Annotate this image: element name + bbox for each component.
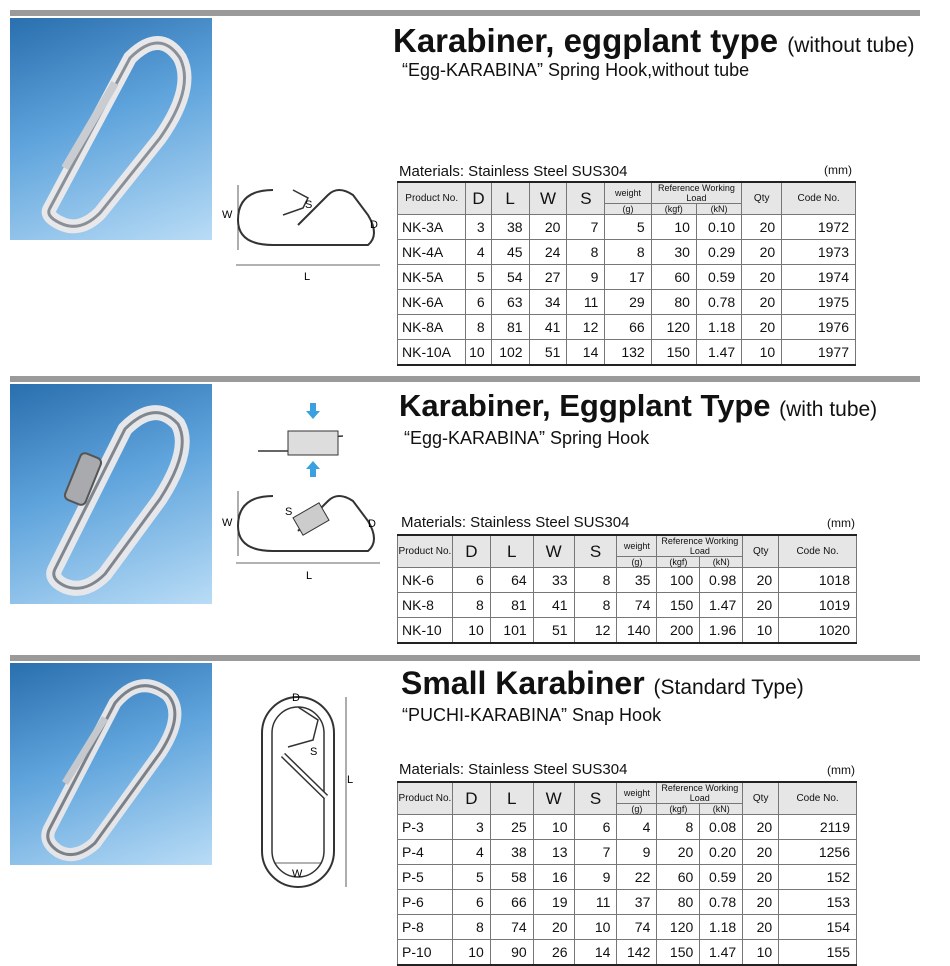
table-cell: 58 [490, 865, 533, 890]
table-cell: 11 [574, 890, 617, 915]
header-ref-load: Reference Working Load [651, 182, 742, 204]
table-cell: 4 [452, 840, 490, 865]
header-l: L [490, 535, 533, 568]
table-row [398, 865, 857, 890]
header-qty: Qty [742, 182, 782, 215]
table-row [398, 265, 856, 290]
header-w: W [533, 782, 574, 815]
table-cell: 142 [617, 940, 657, 966]
table-cell: 1.47 [700, 593, 743, 618]
header-kn: (kN) [700, 804, 743, 815]
table-cell: 13 [533, 840, 574, 865]
diagram-label-w: W [222, 517, 233, 529]
table-cell: 8 [657, 815, 700, 840]
unit-label: (mm) [827, 516, 855, 530]
product-no-cell: NK-6A [398, 290, 466, 315]
table-cell: 10 [452, 940, 490, 966]
table-cell: 74 [617, 915, 657, 940]
table-cell: 1974 [782, 265, 856, 290]
header-weight: weight [605, 182, 651, 204]
table-cell: 20 [742, 240, 782, 265]
table-cell: 20 [742, 315, 782, 340]
product-photo [10, 384, 212, 604]
table-cell: 20 [743, 840, 779, 865]
table-cell: 152 [779, 865, 857, 890]
product-no-cell: P-5 [398, 865, 453, 890]
section-egg-with-tube [0, 376, 950, 646]
table-cell: 1.47 [696, 340, 741, 366]
unit-label: (mm) [827, 763, 855, 777]
table-cell: 38 [491, 215, 529, 240]
table-cell: 10 [651, 215, 696, 240]
header-kn: (kN) [696, 204, 741, 215]
table-cell: 0.20 [700, 840, 743, 865]
table-cell: 5 [605, 215, 651, 240]
table-cell: 51 [533, 618, 574, 644]
karabiner-photo-icon [10, 384, 212, 604]
table-cell: 0.59 [696, 265, 741, 290]
diagram-label-d: D [370, 219, 378, 231]
table-cell: 8 [574, 593, 617, 618]
table-cell: 5 [466, 265, 491, 290]
table-cell: 35 [617, 568, 657, 593]
section-title: Karabiner, Eggplant Type (with tube) [399, 388, 878, 423]
table-cell: 132 [605, 340, 651, 366]
header-weight-unit: (g) [617, 804, 657, 815]
table-cell: 81 [490, 593, 533, 618]
header-kgf: (kgf) [657, 804, 700, 815]
header-d: D [452, 782, 490, 815]
table-cell: 200 [657, 618, 700, 644]
table-cell: 1256 [779, 840, 857, 865]
header-l: L [491, 182, 529, 215]
header-d: D [452, 535, 490, 568]
table-cell: 100 [657, 568, 700, 593]
table-cell: 8 [452, 593, 490, 618]
table-cell: 24 [529, 240, 567, 265]
table-cell: 6 [574, 815, 617, 840]
product-no-cell: NK-3A [398, 215, 466, 240]
table-cell: 20 [743, 890, 779, 915]
table-cell: 3 [466, 215, 491, 240]
table-cell: 64 [490, 568, 533, 593]
section-title: Karabiner, eggplant type (without tube) [393, 22, 915, 59]
table-cell: 20 [743, 593, 779, 618]
product-no-cell: NK-10A [398, 340, 466, 366]
table-cell: 153 [779, 890, 857, 915]
table-cell: 0.08 [700, 815, 743, 840]
table-cell: 1.18 [700, 915, 743, 940]
table-cell: 1020 [779, 618, 857, 644]
table-cell: 140 [617, 618, 657, 644]
table-cell: 102 [491, 340, 529, 366]
header-d: D [466, 182, 491, 215]
table-cell: 155 [779, 940, 857, 966]
header-qty: Qty [743, 535, 779, 568]
table-cell: 7 [567, 215, 605, 240]
header-l: L [490, 782, 533, 815]
table-cell: 6 [452, 890, 490, 915]
table-cell: 9 [567, 265, 605, 290]
table-cell: 12 [574, 618, 617, 644]
header-ref-load: Reference Working Load [657, 535, 743, 557]
diagram-label-w: W [292, 868, 303, 880]
table-cell: 154 [779, 915, 857, 940]
header-kgf: (kgf) [651, 204, 696, 215]
table-cell: 0.59 [700, 865, 743, 890]
table-cell: 8 [605, 240, 651, 265]
table-cell: 10 [743, 618, 779, 644]
table-cell: 66 [605, 315, 651, 340]
table-row [398, 315, 856, 340]
section-subtitle: “PUCHI-KARABINA” Snap Hook [402, 705, 662, 725]
product-no-cell: P-10 [398, 940, 453, 966]
table-cell: 1.47 [700, 940, 743, 966]
spec-table [397, 181, 856, 366]
section-divider [10, 655, 920, 661]
section-subtitle: “Egg-KARABINA” Spring Hook [404, 428, 650, 448]
table-cell: 20 [743, 568, 779, 593]
section-subtitle: “Egg-KARABINA” Spring Hook,without tube [402, 60, 750, 80]
table-cell: 16 [533, 865, 574, 890]
diagram-label-d: D [292, 692, 300, 704]
table-cell: 150 [657, 940, 700, 966]
table-cell: 66 [490, 890, 533, 915]
table-cell: 14 [567, 340, 605, 366]
table-row [398, 815, 857, 840]
table-cell: 20 [657, 840, 700, 865]
section-divider [10, 10, 920, 16]
table-cell: 27 [529, 265, 567, 290]
section-egg-without-tube [0, 10, 950, 370]
header-s: S [574, 535, 617, 568]
dimension-diagram [218, 170, 383, 290]
table-row [398, 915, 857, 940]
product-no-cell: NK-5A [398, 265, 466, 290]
diagram-label-s: S [305, 199, 313, 211]
diagram-label-d: D [368, 518, 376, 530]
table-cell: 0.29 [696, 240, 741, 265]
table-cell: 10 [574, 915, 617, 940]
table-cell: 63 [491, 290, 529, 315]
header-code-no: Code No. [782, 182, 856, 215]
table-row [398, 840, 857, 865]
table-cell: 80 [657, 890, 700, 915]
table-cell: 8 [574, 568, 617, 593]
karabiner-photo-icon [10, 18, 212, 240]
table-cell: 20 [743, 915, 779, 940]
table-cell: 150 [651, 340, 696, 366]
section-title: Small Karabiner (Standard Type) [401, 665, 804, 701]
table-row [398, 290, 856, 315]
table-cell: 101 [490, 618, 533, 644]
table-cell: 25 [490, 815, 533, 840]
table-cell: 60 [657, 865, 700, 890]
header-kgf: (kgf) [657, 557, 700, 568]
table-cell: 10 [466, 340, 491, 366]
table-cell: 8 [567, 240, 605, 265]
table-cell: 8 [466, 315, 491, 340]
materials-line: Materials: Stainless Steel SUS304 [399, 761, 628, 778]
header-product-no: Product No. [398, 535, 453, 568]
dimension-diagram [258, 685, 358, 900]
diagram-label-l: L [306, 570, 313, 582]
diagram-label-w: W [222, 209, 233, 221]
diagram-label-l: L [347, 774, 354, 786]
table-cell: 0.78 [696, 290, 741, 315]
header-weight: weight [617, 535, 657, 557]
table-row [398, 215, 856, 240]
table-cell: 12 [567, 315, 605, 340]
table-cell: 30 [651, 240, 696, 265]
header-weight: weight [617, 782, 657, 804]
spec-table [397, 534, 857, 644]
table-cell: 150 [657, 593, 700, 618]
table-cell: 0.78 [700, 890, 743, 915]
table-cell: 1977 [782, 340, 856, 366]
table-cell: 8 [452, 915, 490, 940]
table-cell: 6 [452, 568, 490, 593]
product-no-cell: NK-10 [398, 618, 453, 644]
header-code-no: Code No. [779, 535, 857, 568]
table-cell: 20 [742, 215, 782, 240]
header-ref-load: Reference Working Load [657, 782, 743, 804]
table-cell: 10 [742, 340, 782, 366]
table-cell: 4 [617, 815, 657, 840]
table-cell: 6 [466, 290, 491, 315]
header-w: W [533, 535, 574, 568]
table-cell: 60 [651, 265, 696, 290]
table-cell: 51 [529, 340, 567, 366]
diagram-label-s: S [310, 746, 318, 758]
table-cell: 3 [452, 815, 490, 840]
karabiner-photo-icon [10, 663, 212, 865]
table-cell: 74 [617, 593, 657, 618]
table-cell: 41 [529, 315, 567, 340]
table-cell: 37 [617, 890, 657, 915]
table-row [398, 593, 857, 618]
header-s: S [574, 782, 617, 815]
table-cell: 5 [452, 865, 490, 890]
table-cell: 80 [651, 290, 696, 315]
table-cell: 1019 [779, 593, 857, 618]
table-cell: 33 [533, 568, 574, 593]
table-cell: 9 [574, 865, 617, 890]
table-cell: 1.96 [700, 618, 743, 644]
product-no-cell: P-6 [398, 890, 453, 915]
product-no-cell: NK-8 [398, 593, 453, 618]
table-cell: 120 [651, 315, 696, 340]
table-cell: 45 [491, 240, 529, 265]
table-cell: 10 [533, 815, 574, 840]
section-small-karabiner [0, 655, 950, 961]
table-cell: 20 [743, 865, 779, 890]
table-row [398, 618, 857, 644]
header-w: W [529, 182, 567, 215]
table-cell: 54 [491, 265, 529, 290]
table-cell: 1972 [782, 215, 856, 240]
table-row [398, 568, 857, 593]
dimension-diagram [218, 391, 383, 586]
table-row [398, 940, 857, 966]
table-cell: 22 [617, 865, 657, 890]
table-cell: 1.18 [696, 315, 741, 340]
diagram-label-l: L [304, 271, 311, 283]
table-row [398, 340, 856, 366]
materials-line: Materials: Stainless Steel SUS304 [399, 163, 628, 180]
table-cell: 38 [490, 840, 533, 865]
header-code-no: Code No. [779, 782, 857, 815]
table-cell: 20 [529, 215, 567, 240]
table-cell: 74 [490, 915, 533, 940]
table-cell: 11 [567, 290, 605, 315]
product-no-cell: NK-6 [398, 568, 453, 593]
table-cell: 2119 [779, 815, 857, 840]
table-cell: 10 [743, 940, 779, 966]
materials-line: Materials: Stainless Steel SUS304 [401, 514, 630, 531]
table-cell: 19 [533, 890, 574, 915]
table-cell: 20 [742, 265, 782, 290]
table-cell: 90 [490, 940, 533, 966]
table-cell: 34 [529, 290, 567, 315]
table-cell: 9 [617, 840, 657, 865]
header-kn: (kN) [700, 557, 743, 568]
header-product-no: Product No. [398, 182, 466, 215]
header-weight-unit: (g) [617, 557, 657, 568]
table-cell: 81 [491, 315, 529, 340]
table-cell: 1973 [782, 240, 856, 265]
table-cell: 1975 [782, 290, 856, 315]
header-product-no: Product No. [398, 782, 453, 815]
table-cell: 10 [452, 618, 490, 644]
table-cell: 0.10 [696, 215, 741, 240]
table-cell: 17 [605, 265, 651, 290]
product-no-cell: P-4 [398, 840, 453, 865]
table-cell: 120 [657, 915, 700, 940]
table-cell: 20 [743, 815, 779, 840]
table-cell: 20 [742, 290, 782, 315]
table-cell: 0.98 [700, 568, 743, 593]
table-cell: 20 [533, 915, 574, 940]
table-cell: 4 [466, 240, 491, 265]
table-row [398, 890, 857, 915]
table-cell: 14 [574, 940, 617, 966]
section-divider [10, 376, 920, 382]
header-weight-unit: (g) [605, 204, 651, 215]
diagram-label-s: S [285, 506, 293, 518]
table-cell: 41 [533, 593, 574, 618]
table-cell: 7 [574, 840, 617, 865]
table-cell: 26 [533, 940, 574, 966]
table-cell: 1018 [779, 568, 857, 593]
table-row [398, 240, 856, 265]
product-no-cell: P-8 [398, 915, 453, 940]
table-cell: 1976 [782, 315, 856, 340]
product-no-cell: P-3 [398, 815, 453, 840]
product-photo [10, 663, 212, 865]
unit-label: (mm) [824, 163, 852, 177]
table-cell: 29 [605, 290, 651, 315]
spec-table [397, 781, 857, 966]
product-no-cell: NK-8A [398, 315, 466, 340]
product-no-cell: NK-4A [398, 240, 466, 265]
header-qty: Qty [743, 782, 779, 815]
product-photo [10, 18, 212, 240]
header-s: S [567, 182, 605, 215]
